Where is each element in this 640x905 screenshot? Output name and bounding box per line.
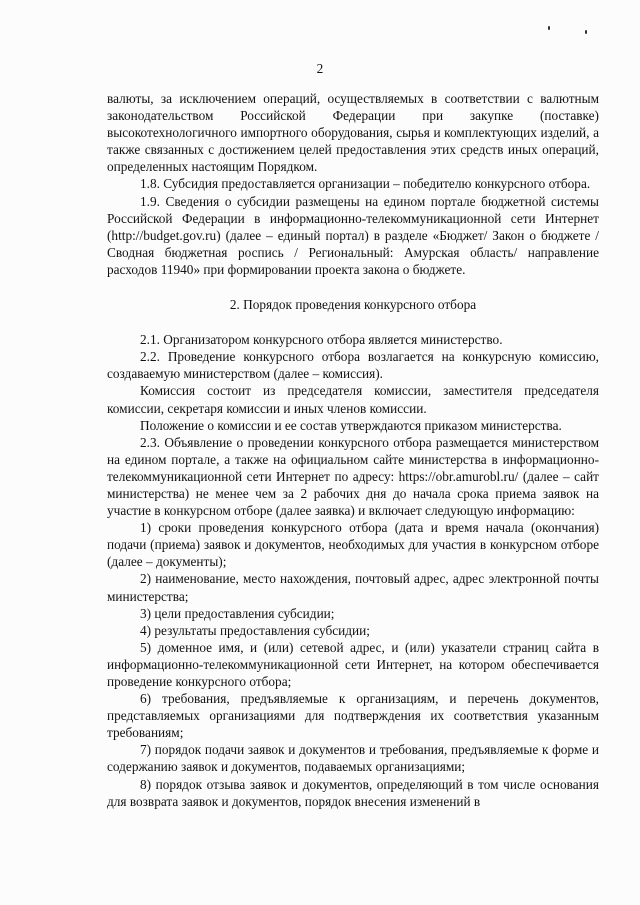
list-item-8: 8) порядок отзыва заявок и документов, определяющий в том числе основания для возврата заявок и документов, порядок внесения изменений в: [107, 776, 599, 809]
list-item-5: 5) доменное имя, и (или) сетевой адрес, и (или) указатели страниц сайта в информационно-телекоммуникационной сети Интернет, на котором обеспечивается проведение конкурсного отбора;: [107, 639, 599, 689]
list-item-7: 7) порядок подачи заявок и документов и требования, предъявляемые к форме и содержанию заявок и документов, подаваемых организациями;: [107, 742, 599, 775]
list-item-3: 3) цели предоставления субсидии;: [140, 605, 335, 621]
paragraph-1-9: 1.9. Сведения о субсидии размещены на едином портале бюджетной системы Российской Федерации в информационно-телекоммуникационной сети Интернет (http://budget.gov.ru) (далее – единый портал) в разделе «Бюджет/ Закон о бюджете / Сводная бюджетная роспись / Региональный: Амурская область/ направление расходов 11940» при формировании проекта закона о бюджете.: [107, 193, 599, 277]
list-item-4: 4) результаты предоставления субсидии;: [140, 622, 370, 638]
section-heading: 2. Порядок проведения конкурсного отбора: [229, 297, 477, 313]
paragraph-2-2: 2.2. Проведение конкурсного отбора возлагается на конкурсную комиссию, создаваемую министерством (далее – комиссия).: [107, 349, 599, 382]
paragraph-1-8: 1.8. Субсидия предоставляется организации – победителю конкурсного отбора.: [140, 176, 591, 192]
list-item-6: 6) требования, предъявляемые к организациям, и перечень документов, представляемых организациями для подтверждения их соответствия указанным требованиям;: [107, 691, 599, 741]
page-number: 2: [316, 61, 324, 76]
scan-mark: [548, 26, 550, 30]
paragraph-2-1: 2.1. Организатором конкурсного отбора является министерство.: [140, 332, 503, 348]
paragraph-2-3: 2.3. Объявление о проведении конкурсного отбора размещается министерством на едином портале, а также на официальном сайте министерства в информационно-телекоммуникационной сети Интернет по адресу: https://obr.amurobl.ru/ (далее – сайт министерства) не менее чем за 2 рабочих дня до начала срока приема заявок на участие в конкурсном отборе (далее заявка) и включает следующую информацию:: [107, 434, 599, 519]
scan-mark: [585, 30, 587, 34]
list-item-1: 1) сроки проведения конкурсного отбора (дата и время начала (окончания) подачи (приема) заявок и документов, необходимых для участия в конкурсном отборе (далее – документы);: [107, 520, 599, 570]
paragraph-commission-composition: Комиссия состоит из председателя комиссии, заместителя председателя комиссии, секретаря комиссии и иных членов комиссии.: [107, 383, 599, 416]
paragraph-continuation: валюты, за исключением операций, осуществляемых в соответствии с валютным законодательством Российской Федерации при закупке (поставке) высокотехнологичного импортного оборудования, сырья и комплектующих изделий, а также связанных с достижением целей предоставления этих средств иных операций, определенных настоящим Порядком.: [107, 91, 599, 175]
paragraph-commission-regulation: Положение о комиссии и ее состав утверждаются приказом министерства.: [140, 417, 562, 433]
document-body: [107, 90, 599, 810]
list-item-2: 2) наименование, место нахождения, почтовый адрес, адрес электронной почты министерства;: [107, 571, 599, 604]
